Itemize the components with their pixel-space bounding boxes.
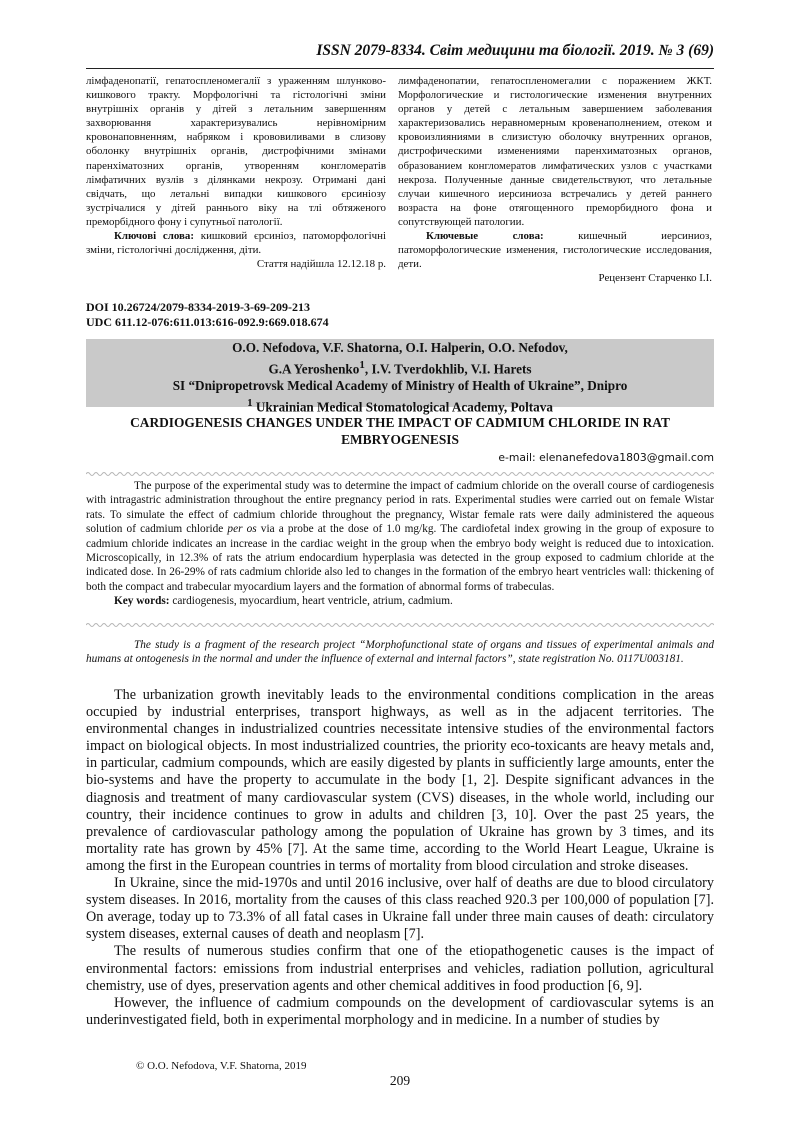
summary-ukr-keywords (86, 229, 386, 257)
doi: DOI 10.26724/2079-8334-2019-3-69-209-213 (86, 300, 310, 314)
udc: UDC 611.12-076:611.013:616-092.9:669.018.674 (86, 315, 329, 329)
abstract-part-1: The purpose of the experimental study was to determine the impact of cadmium chloride on the overall course of cardiogenesis with intragastric administration throughout the entire pregnancy period in rats. Experimental studies were carried out on female Wistar rats. To simulate the effect of cadmium chloride throughout the pregnancy, Wistar female rats were daily administered the aqueous solution of cadmium chloride (86, 480, 714, 536)
contact-email: e-mail: elenanefedova1803@gmail.com (498, 451, 714, 464)
wavy-divider-top (86, 471, 714, 477)
affiliation-2 (86, 395, 714, 416)
affiliation-text: Ukrainian Medical Stomatological Academy, Poltava (252, 399, 553, 415)
body-paragraph: However, the influence of cadmium compounds on the development of cardiovascular sytems is an underinvestigated field, both in experimental morphology and in medicine. In a number of studies by (86, 994, 714, 1028)
keywords-text: кишковий єрсиніоз, патоморфологічні зміни, гістологічні дослідження, діти. (86, 230, 387, 257)
wavy-divider-bottom (86, 622, 714, 628)
abstract (86, 479, 714, 609)
article-body (86, 687, 714, 1029)
summary-russian (398, 74, 712, 285)
authors-line-1: O.O. Nefodova, V.F. Shatorna, O.I. Halperin, O.O. Nefodov, (232, 340, 568, 355)
page-number: 209 (389, 1073, 411, 1088)
body-paragraph: In Ukraine, since the mid-1970s and until 2016 inclusive, over half of deaths are due to blood circulatory system diseases. In 2016, mortality from the causes of this class reached 920.3 per 100,000 of population [7]. On average, today up to 73.3% of all fatal cases in Ukraine fall under three main causes of death: circulatory system diseases, external causes of death and neoplasm [7]. (86, 875, 714, 943)
keywords-label: Ключевые слова: (426, 230, 544, 243)
abstract-keywords (86, 594, 714, 608)
keywords-label: Ключові слова: (114, 230, 194, 243)
article-title: CARDIOGENESIS CHANGES UNDER THE IMPACT OF CADMIUM CHLORIDE IN RAT EMBRYOGENESIS (130, 415, 670, 447)
author-block (86, 339, 714, 415)
author-name: G.A Yeroshenko (268, 361, 360, 377)
copyright: © O.O. Nefodova, V.F. Shatorna, 2019 (136, 1060, 307, 1072)
keywords-text: cardiogenesis, myocardium, heart ventricle, atrium, cadmium. (169, 595, 453, 608)
running-head: ISSN 2079-8334. Світ медицини та біології. 2019. № 3 (69) (316, 42, 714, 59)
summary-ukr-text: лімфаденопатії, гепатоспленомегалії з ураженням шлунково-кишкового тракту. Морфологічні та гістологічні зміни внутрішніх органів у дітей з летальним завершенням захворювання характеризувались нерівномірним кровонаповненням, набряком і крововиливами в слизову оболонку внутрішніх органів, дистрофічними змінами паренхіматозних органів, утворенням конгломератів лімфатичних вузлів з ділянками некрозу. Отримані дані свідчать, що летальні випадки кишкового єрсиніозу зустрічалися у дітей раннього віку на тлі обтяженого преморбідного фону і супутньої патології. (86, 75, 386, 228)
authors-line-2 (86, 357, 714, 378)
author-names: , I.V. Tverdokhlib, V.I. Harets (364, 361, 532, 377)
previous-article-summaries (86, 74, 714, 285)
header-rule (86, 68, 714, 69)
reviewer: Рецензент Старченко І.І. (598, 272, 712, 285)
body-paragraph: The results of numerous studies confirm that one of the etiopathogenetic causes is the impact of environmental factors: emissions from industrial enterprises and vehicles, radiation pollution, agricultural chemistry, use of dyes, preservation agents and other chemical additives in food production [6, 9]. (86, 943, 714, 994)
abstract-part-2: via a probe at the dose of 1.0 mg/kg. The cardiofetal index growing in the group of exposure to cadmium chloride indicates an increase in the cardiac weight in the group when the embryo body weight is reduced due to intoxication. Microscopically, in 12.3% of rats the atrium endocardium hyperplasia was detected in the group exposed to cadmium chloride at the indicated dose. In 26-29% of rats cadmium chloride also led to changes in the formation of the embryo heart ventricles wall: thickening of both the compact and trabecular myocardium layers and the formation of abnormal forms of trabeculas. (86, 523, 714, 593)
abstract-text (86, 479, 714, 594)
body-paragraph: The urbanization growth inevitably leads to the environmental conditions complication in the areas occupied by industrial enterprises, transport highways, as well as in the adjacent territories. The environmental changes in industrialized countries necessitate intensive studies of the environmental factors impact on biological objects. In most industrialized countries, the priority eco-toxicants are heavy metals and, in particular, cadmium compounds, which are easily digested by plants in sufficiently large amounts, enter the bio-systems and have the property to accumulate in the body [1, 2]. Despite significant advances in the diagnosis and treatment of many cardiovascular system (CVS) diseases, in the whole world, including our country, their incidence continues to grow in adults and children [3, 10]. Over the past 25 years, the prevalence of cardiovascular pathology among the population of Ukraine has grown by 3 times, and its mortality rate has grown by 45% [7]. At the same time, according to the World Heart League, Ukraine is among the first in the European countries in terms of mortality from blood circulation and stroke diseases. (86, 687, 714, 874)
summary-rus-text: лимфаденопатии, гепатоспленомегалии с поражением ЖКТ. Морфологические и гистологические изменения внутренних органов у детей с летальным завершением заболевания характеризовались неравномерным кровенаполнением, отеком и кровоизлияниями в слизистую оболочку внутренних органов, дистрофическими изменениями паренхиматозных органов, образованием конгломератов лимфатических узлов с участками некроза. Полученные данные свидетельствуют, что летальные случаи кишечного иерсиниоза встречались у детей раннего возраста на фоне отягощенного преморбидного фона и сопутствующей патологии. (398, 75, 712, 228)
affiliation-marker: 1 (359, 358, 365, 371)
summary-ukrainian (86, 74, 386, 271)
affiliation-marker: 1 (247, 396, 253, 409)
abstract-italic-term: per os (227, 523, 257, 536)
funding-note: The study is a fragment of the research project “Morphofunctional state of organs and tissues of experimental animals and humans at ontogenesis in the normal and under the influence of external and internal factors”, state registration No. 0117U003181. (86, 639, 714, 666)
affiliation-1: SI “Dnipropetrovsk Medical Academy of Ministry of Health of Ukraine”, Dnipro (172, 377, 628, 393)
identifiers (86, 300, 329, 330)
keywords-text: кишечный иерсиниоз, патоморфологические изменения, гистологические исследования, дети. (398, 230, 713, 271)
keywords-label: Key words: (114, 595, 170, 608)
received-date: Стаття надійшла 12.12.18 р. (256, 258, 386, 271)
summary-rus-keywords (398, 229, 712, 271)
